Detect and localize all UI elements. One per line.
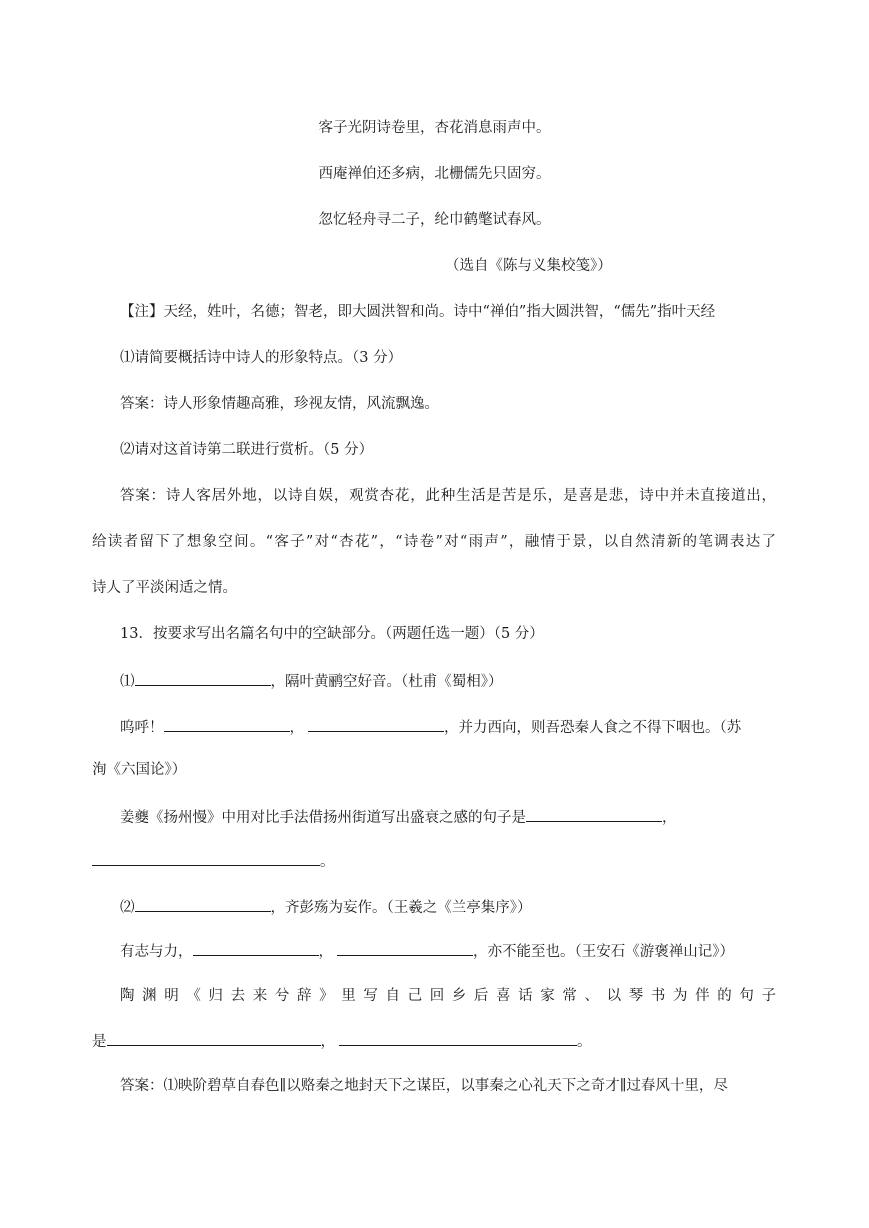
- blank-8[interactable]: [337, 940, 473, 956]
- blank-5[interactable]: [92, 850, 320, 866]
- answer-2-line-1: 答案：诗人客居外地，以诗自娱，观赏杏花，此种生活是苦是乐，是喜是悲，诗中并未直接道出，: [120, 488, 776, 504]
- q13-item-4: [120, 896, 532, 918]
- q13-item-4-suffix: ，齐彭殇为妄作。（王羲之《兰亭集序》）: [270, 900, 532, 916]
- q13-item-1-prefix: ⑴: [120, 674, 135, 690]
- poem-source: （选自《陈与义集校笺》）: [445, 258, 612, 274]
- poem-note: 【注】天经，姓叶，名德；智老，即大圆洪智和尚。诗中“禅伯”指大圆洪智，“儒先”指叶天经: [120, 304, 716, 320]
- q13-item-6-end: 。: [577, 1034, 592, 1050]
- q13-item-3-cont: [92, 850, 335, 872]
- q13-item-2-cont: 洵《六国论》）: [92, 762, 187, 778]
- poem-line-3: 忽忆轻舟寻二子，纶巾鹤氅试春风。: [318, 212, 551, 228]
- blank-3[interactable]: [308, 716, 444, 732]
- blank-4[interactable]: [526, 806, 662, 822]
- q13-item-6: 陶渊明《归去来兮辞》里写自己回乡后喜话家常、以琴书为伴的句子: [120, 988, 776, 1004]
- answer-13: 答案：⑴映阶碧草自春色∥以赂秦之地封天下之谋臣，以事秦之心礼天下之奇才∥过春风十里，尽: [120, 1078, 728, 1094]
- q13-item-3: [120, 806, 677, 828]
- question-13-title: 13．按要求写出名篇名句中的空缺部分。（两题任选一题）（5 分）: [120, 626, 544, 642]
- q13-item-2: [120, 716, 741, 738]
- q13-item-5: [120, 940, 734, 962]
- poem-line-1: 客子光阴诗卷里，杏花消息雨声中。: [318, 120, 551, 136]
- blank-10[interactable]: [339, 1030, 577, 1046]
- q13-item-2-comma: ，: [289, 720, 304, 736]
- q13-item-5-suffix: ，亦不能至也。（王安石《游褒禅山记》）: [473, 944, 734, 960]
- blank-9[interactable]: [107, 1030, 321, 1046]
- blank-6[interactable]: [135, 896, 271, 912]
- q13-item-1-suffix: ，隔叶黄鹂空好音。（杜甫《蜀相》）: [270, 674, 503, 690]
- answer-2-line-3: 诗人了平淡闲适之情。: [92, 580, 237, 596]
- blank-1[interactable]: [135, 670, 271, 686]
- question-2: ⑵请对这首诗第二联进行赏析。（5 分）: [120, 442, 374, 458]
- q13-item-2-prefix: 呜呼！: [120, 720, 164, 736]
- q13-item-4-prefix: ⑵: [120, 900, 135, 916]
- q13-item-6-start: 是: [92, 1034, 107, 1050]
- q13-item-1: [120, 670, 503, 692]
- poem-line-2: 西庵禅伯还多病，北栅儒先只固穷。: [318, 166, 551, 182]
- q13-item-5-prefix: 有志与力，: [120, 944, 193, 960]
- q13-item-2-suffix: ，并力西向，则吾恐秦人食之不得下咽也。（苏: [444, 720, 742, 736]
- blank-2[interactable]: [164, 716, 290, 732]
- q13-item-6-comma: ，: [320, 1034, 335, 1050]
- q13-item-3-end: 。: [320, 854, 335, 870]
- question-1: ⑴请简要概括诗中诗人的形象特点。（3 分）: [120, 350, 403, 366]
- q13-item-3-comma: ，: [662, 810, 677, 826]
- q13-item-5-comma: ，: [318, 944, 333, 960]
- q13-item-3-text: 姜夔《扬州慢》中用对比手法借扬州街道写出盛衰之感的句子是: [120, 810, 526, 826]
- answer-2-line-2: 给读者留下了想象空间。“客子”对“杏花”，“诗卷”对“雨声”，融情于景，以自然清新的笔调表达了: [92, 534, 776, 550]
- q13-item-6-cont: [92, 1030, 592, 1052]
- blank-7[interactable]: [193, 940, 319, 956]
- answer-1: 答案：诗人形象情趣高雅，珍视友情，风流飘逸。: [120, 396, 439, 412]
